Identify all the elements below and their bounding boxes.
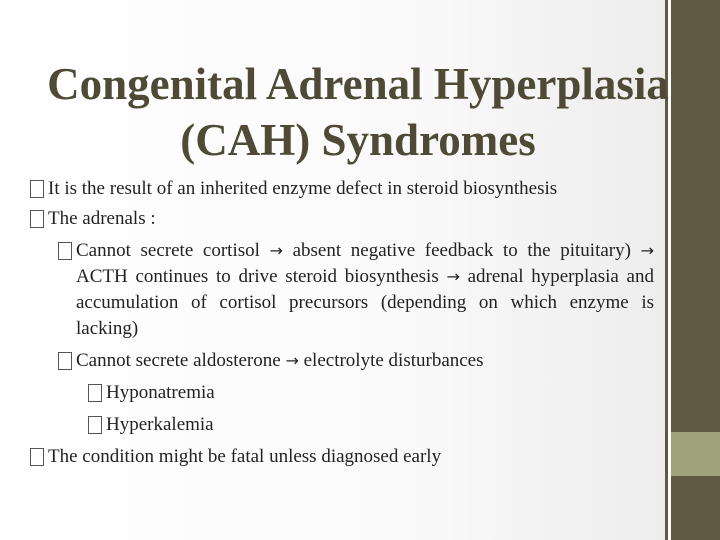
- bullet-level2-1: [58, 238, 654, 342]
- text-segment: adrenal hyperplasia and accumulation of cortisol precursors (depending on which enzyme is lacking): [76, 266, 654, 339]
- arrow-right-icon: →: [640, 241, 655, 260]
- title-line-1: Congenital Adrenal Hyperplasia: [47, 59, 669, 109]
- arrow-right-icon: →: [446, 267, 460, 286]
- unknown-glyph-box-icon: [58, 242, 72, 260]
- bullet-level1-3: [30, 444, 660, 470]
- unknown-glyph-box-icon: [88, 416, 102, 434]
- text-segment: electrolyte disturbances: [298, 350, 484, 371]
- text-segment: Cannot secrete aldosterone: [76, 350, 286, 371]
- bullet-level1-1: [30, 176, 660, 202]
- text-segment: absent negative feedback to the pituitary): [282, 240, 641, 261]
- title-line-2: (CAH) Syndromes: [180, 115, 536, 165]
- bullet-level3-2: [88, 412, 648, 438]
- bullet-level3-1: [88, 380, 648, 406]
- unknown-glyph-box-icon: [30, 448, 44, 466]
- text-segment: Cannot secrete cortisol: [76, 240, 270, 261]
- unknown-glyph-box-icon: [88, 384, 102, 402]
- arrow-right-icon: →: [285, 351, 299, 370]
- unknown-glyph-box-icon: [30, 210, 44, 228]
- bullet-text: Hyponatremia: [106, 382, 215, 403]
- bullet-text: Hyperkalemia: [106, 414, 214, 435]
- bullet-text: [76, 348, 484, 374]
- text-segment: ACTH continues to drive steroid biosynthesis: [76, 266, 447, 287]
- bullet-level2-2: [58, 348, 654, 374]
- bullet-text: It is the result of an inherited enzyme defect in steroid biosynthesis: [48, 178, 558, 199]
- bullet-text: The adrenals :: [48, 208, 156, 229]
- bullet-level1-2: [30, 206, 660, 232]
- arrow-right-icon: →: [269, 241, 283, 260]
- side-rail-accent: [671, 432, 720, 476]
- unknown-glyph-box-icon: [30, 180, 44, 198]
- bullet-text: [76, 238, 654, 342]
- unknown-glyph-box-icon: [58, 352, 72, 370]
- bullet-text: The condition might be fatal unless diagnosed early: [48, 446, 442, 467]
